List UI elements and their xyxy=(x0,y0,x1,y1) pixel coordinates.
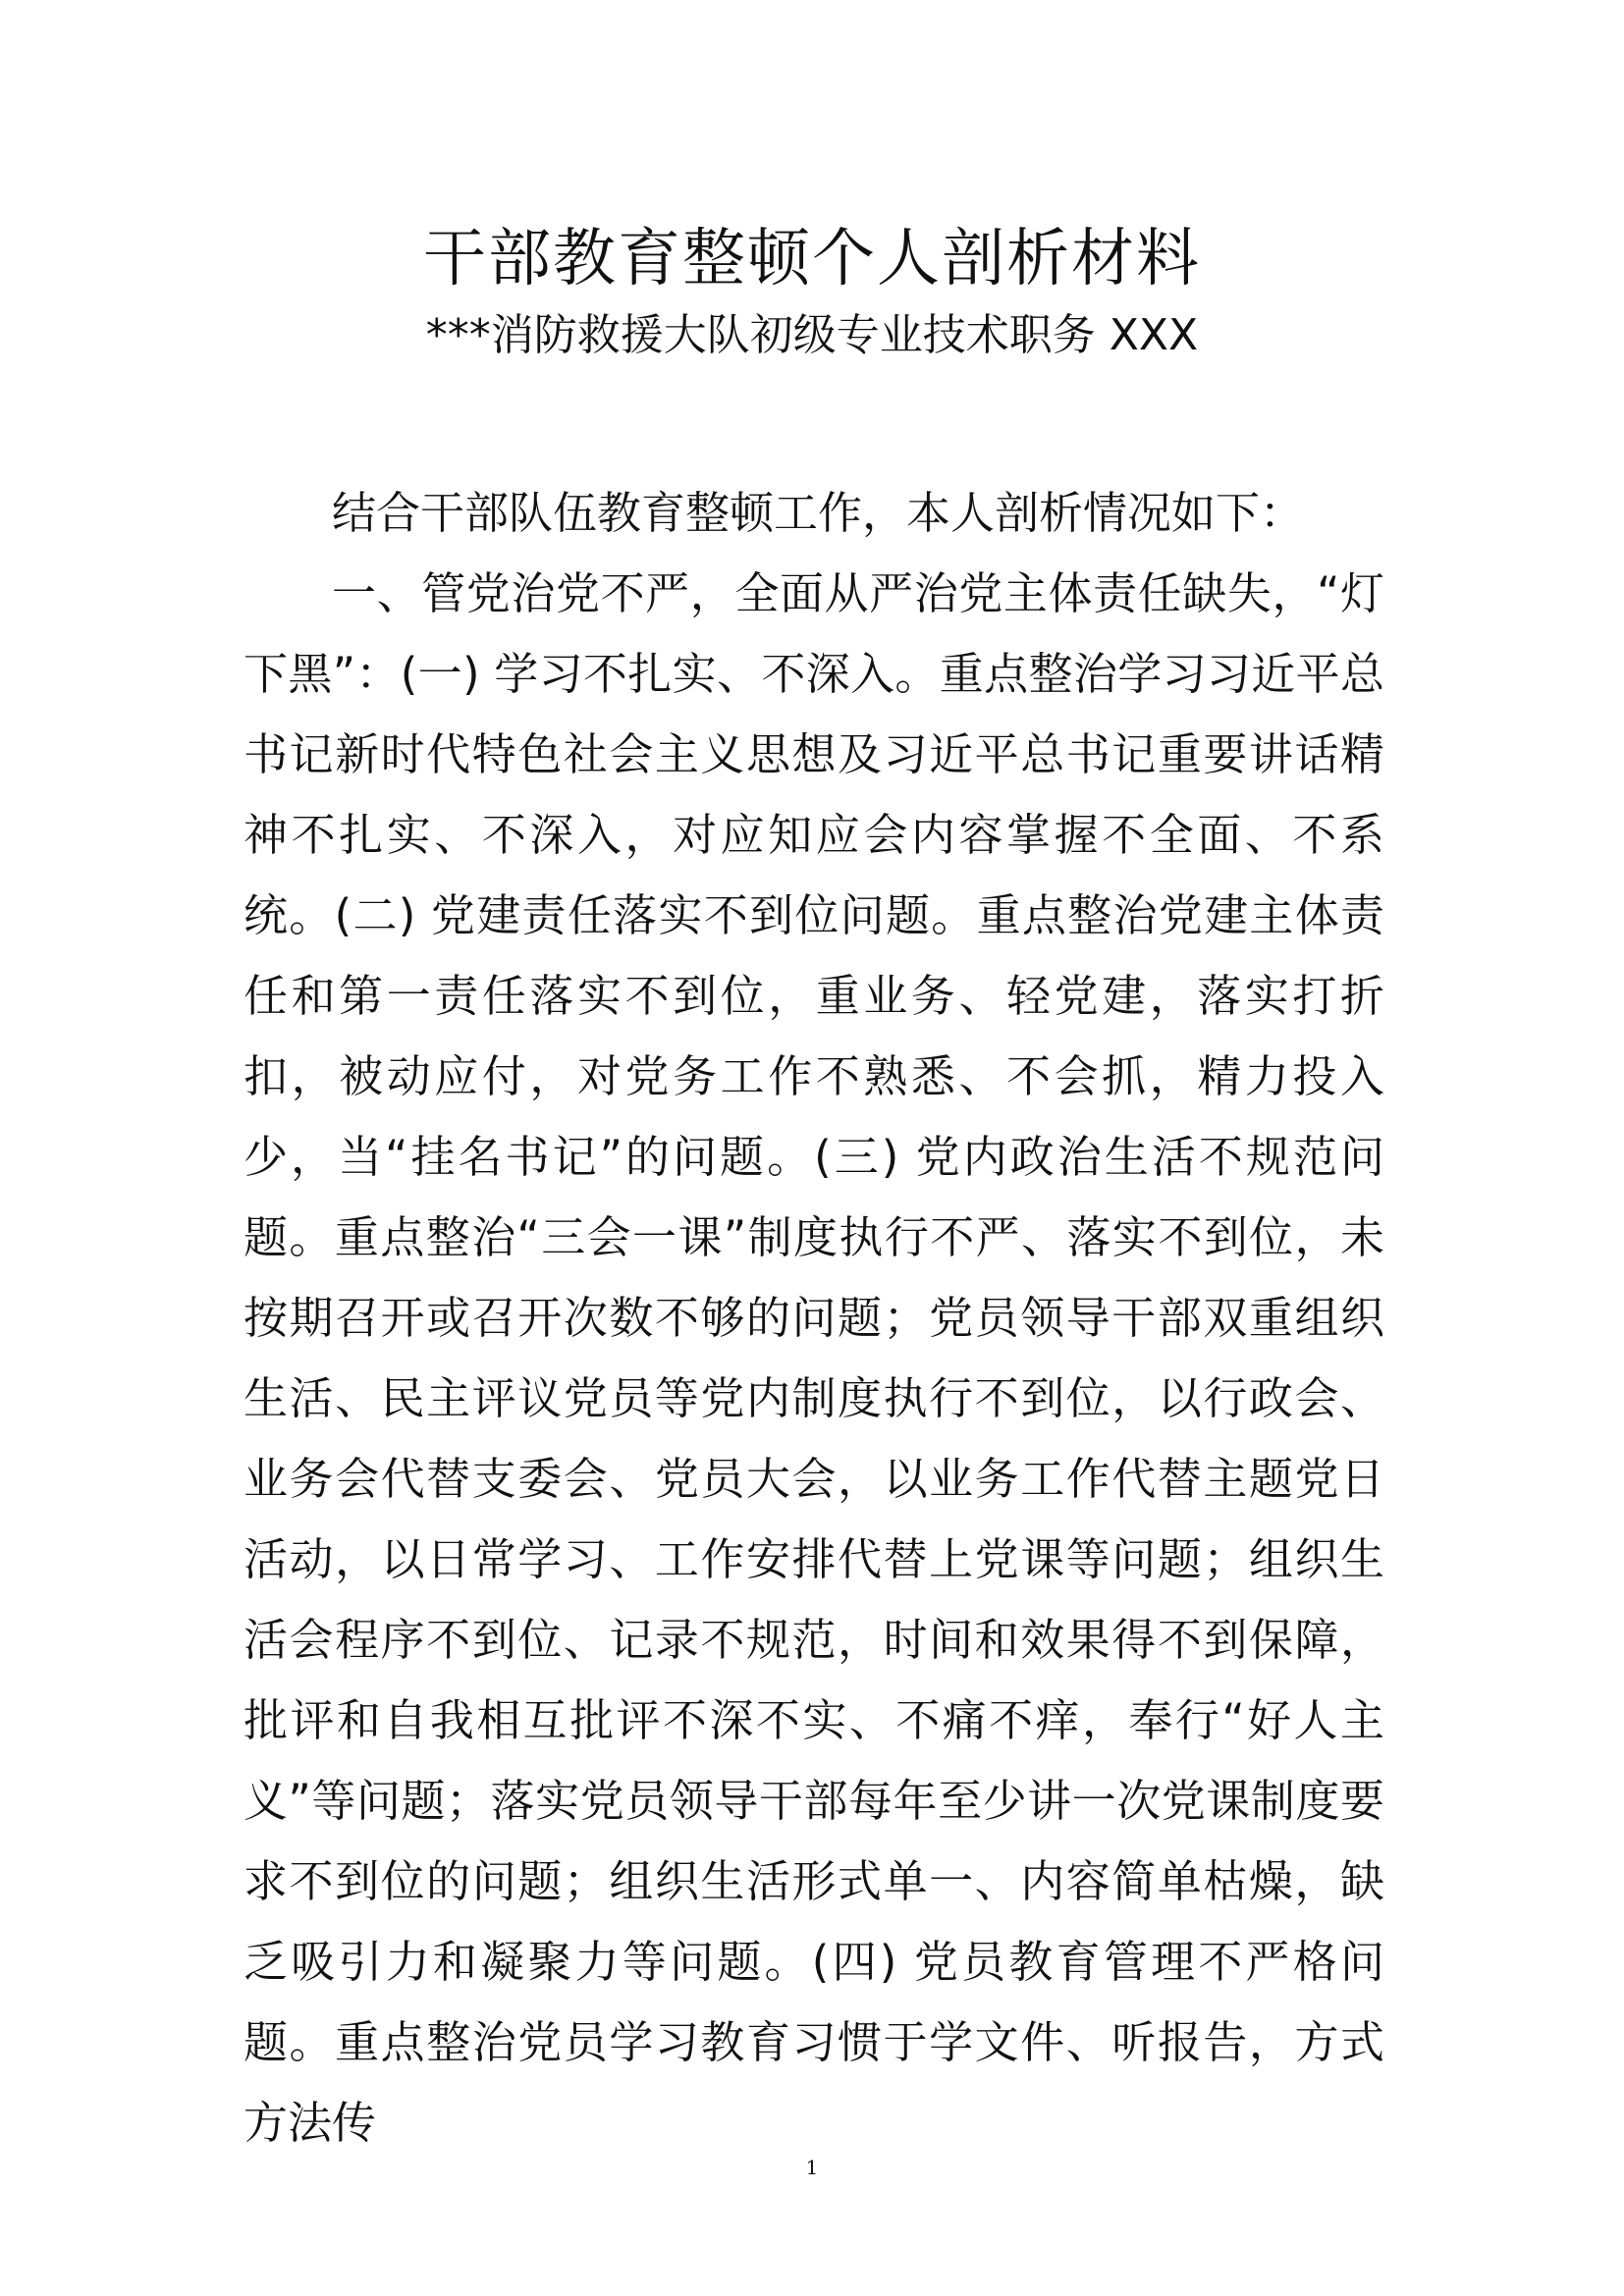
document-subtitle: ***消防救援大队初级专业技术职务 XXX xyxy=(425,310,1199,360)
document-title: 干部教育整顿个人剖析材料 xyxy=(423,223,1201,295)
page-number: 1 xyxy=(805,2156,819,2179)
document-body xyxy=(244,473,1384,2163)
body-paragraph-section-one: 一、管党治党不严，全面从严治党主体责任缺失，“灯下黑”：(一) 学习不扎实、不深入。重点整治学习习近平总书记新时代特色社会主义思想及习近平总书记重要讲话精神不扎实、不深入，对应知应会内容掌握不全面、不系统。(二) 党建责任落实不到位问题。重点整治党建主体责任和第一责任落实不到位，重业务、轻党建，落实打折扣，被动应付，对党务工作不熟悉、不会抓，精力投入少，当“挂名书记”的问题。(三) 党内政治生活不规范问题。重点整治“三会一课”制度执行不严、落实不到位，未按期召开或召开次数不够的问题；党员领导干部双重组织生活、民主评议党员等党内制度执行不到位，以行政会、业务会代替支委会、党员大会，以业务工作代替主题党日活动，以日常学习、工作安排代替上党课等问题；组织生活会程序不到位、记录不规范，时间和效果得不到保障，批评和自我相互批评不深不实、不痛不痒，奉行“好人主义”等问题；落实党员领导干部每年至少讲一次党课制度要求不到位的问题；组织生活形式单一、内容简单枯燥，缺乏吸引力和凝聚力等问题。(四) 党员教育管理不严格问题。重点整治党员学习教育习惯于学文件、听报告，方式方法传 xyxy=(244,567,1384,2149)
body-paragraph-intro: 结合干部队伍教育整顿工作，本人剖析情况如下： xyxy=(332,487,1305,539)
